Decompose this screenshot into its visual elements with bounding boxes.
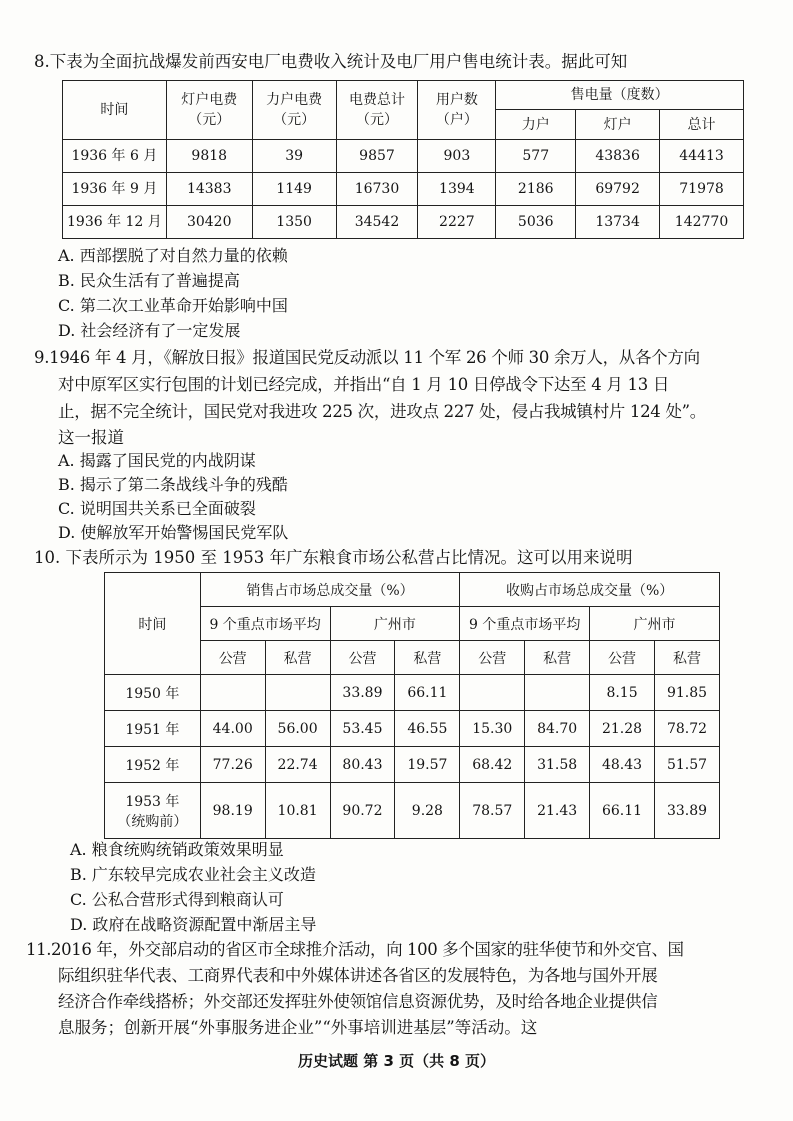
- q9-stem-line-4: 这一报道: [58, 428, 124, 447]
- q8-option-c: C. 第二次工业革命开始影响中国: [58, 296, 288, 315]
- table-cell: 66.11: [395, 675, 460, 711]
- table-cell: 44.00: [200, 711, 265, 747]
- q10-header-purchase: 收购占市场总成交量（%）: [460, 573, 720, 607]
- q10-header-public: 公营: [200, 641, 265, 675]
- table-cell: 2186: [496, 173, 576, 206]
- q10-option-d: D. 政府在战略资源配置中渐居主导: [70, 915, 317, 934]
- q10-header-sales: 销售占市场总成交量（%）: [200, 573, 460, 607]
- q10-header-private: 私营: [265, 641, 330, 675]
- table-cell: 31.58: [525, 747, 590, 783]
- table-cell: 1952 年: [105, 747, 201, 783]
- q9-option-b: B. 揭示了第二条战线斗争的残酷: [58, 475, 288, 494]
- q8-option-b: B. 民众生活有了普遍提高: [58, 271, 240, 290]
- q10-header-private: 私营: [395, 641, 460, 675]
- table-cell: 577: [496, 140, 576, 173]
- table-cell: [460, 675, 525, 711]
- q10-option-a: A. 粮食统购统销政策效果明显: [70, 840, 284, 859]
- table-cell: 2227: [418, 206, 496, 239]
- table-row: [63, 206, 744, 239]
- table-cell: 80.43: [330, 747, 395, 783]
- table-cell: 9818: [166, 140, 252, 173]
- table-cell: 15.30: [460, 711, 525, 747]
- table-cell: [525, 675, 590, 711]
- table-cell: 1936 年 9 月: [63, 173, 167, 206]
- table-cell: 1936 年 12 月: [63, 206, 167, 239]
- table-cell: 1953 年 （统购前）: [105, 783, 201, 839]
- table-cell: 44413: [660, 140, 744, 173]
- q10-header-private: 私营: [525, 641, 590, 675]
- q8-header-sales: 售电量（度数）: [496, 81, 744, 110]
- q10-header-time: 时间: [105, 573, 201, 675]
- q8-header-sales-light: 灯户: [576, 110, 660, 140]
- q10-option-b: B. 广东较早完成农业社会主义改造: [70, 865, 316, 884]
- table-cell: 1951 年: [105, 711, 201, 747]
- table-cell: 13734: [576, 206, 660, 239]
- q11-stem-line-1: 11.2016 年，外交部启动的省区市全球推介活动，向 100 多个国家的驻华使节和外交官、国: [26, 940, 684, 959]
- q9-option-d: D. 使解放军开始警惕国民党军队: [58, 523, 289, 542]
- q8-header-sales-power: 力户: [496, 110, 576, 140]
- table-cell: 43836: [576, 140, 660, 173]
- q10-header-sales-nine: 9 个重点市场平均: [200, 607, 330, 641]
- table-cell: 46.55: [395, 711, 460, 747]
- q8-stem: 8.下表为全面抗战爆发前西安电厂电费收入统计及电厂用户售电统计表。据此可知: [34, 52, 628, 71]
- q10-header-public: 公营: [590, 641, 655, 675]
- table-cell: 69792: [576, 173, 660, 206]
- q10-header-sales-gz: 广州市: [330, 607, 460, 641]
- table-cell: 56.00: [265, 711, 330, 747]
- q8-option-d: D. 社会经济有了一定发展: [58, 321, 241, 340]
- table-cell: 91.85: [654, 675, 719, 711]
- table-cell: 14383: [166, 173, 252, 206]
- table-cell: 78.57: [460, 783, 525, 839]
- table-cell: 71978: [660, 173, 744, 206]
- q10-stem: 10. 下表所示为 1950 至 1953 年广东粮食市场公私营占比情况。这可以用来说明: [34, 548, 633, 567]
- q10-table: [104, 572, 720, 839]
- table-cell: 9857: [336, 140, 418, 173]
- table-cell: 21.43: [525, 783, 590, 839]
- table-cell: 1936 年 6 月: [63, 140, 167, 173]
- table-cell: 68.42: [460, 747, 525, 783]
- table-cell: 1149: [252, 173, 336, 206]
- q10-header-purchase-gz: 广州市: [590, 607, 720, 641]
- page-footer: 历史试题 第 3 页（共 8 页）: [298, 1052, 495, 1070]
- table-cell: 9.28: [395, 783, 460, 839]
- table-row: [105, 711, 720, 747]
- table-cell: 33.89: [330, 675, 395, 711]
- q9-option-c: C. 说明国共关系已全面破裂: [58, 499, 256, 518]
- q9-stem-line-2: 对中原军区实行包围的计划已经完成，并指出“自 1 月 10 日停战令下达至 4 月 13 日: [58, 375, 670, 394]
- q8-header-light-fee: 灯户电费 （元）: [166, 81, 252, 140]
- table-cell: 1950 年: [105, 675, 201, 711]
- table-cell: 22.74: [265, 747, 330, 783]
- table-cell: 903: [418, 140, 496, 173]
- table-cell: 90.72: [330, 783, 395, 839]
- table-cell: 33.89: [654, 783, 719, 839]
- table-cell: [265, 675, 330, 711]
- table-row: [63, 173, 744, 206]
- table-cell: 8.15: [590, 675, 655, 711]
- q11-stem-line-3: 经济合作牵线搭桥；外交部还发挥驻外使领馆信息资源优势，及时给各地企业提供信: [58, 992, 658, 1011]
- table-cell: 53.45: [330, 711, 395, 747]
- q10-header-private: 私营: [654, 641, 719, 675]
- q9-stem-line-1: 9.1946 年 4 月，《解放日报》报道国民党反动派以 11 个军 26 个师 30 余万人，从各个方向: [34, 348, 700, 367]
- q8-header-users: 用户数 （户）: [418, 81, 496, 140]
- table-row: [105, 747, 720, 783]
- q10-header-purchase-nine: 9 个重点市场平均: [460, 607, 590, 641]
- q11-stem-line-2: 际组织驻华代表、工商界代表和中外媒体讲述各省区的发展特色，为各地与国外开展: [58, 966, 658, 985]
- q8-header-total-fee: 电费总计 （元）: [336, 81, 418, 140]
- q8-header-sales-total: 总计: [660, 110, 744, 140]
- table-cell: 78.72: [654, 711, 719, 747]
- table-cell: 16730: [336, 173, 418, 206]
- table-cell: 77.26: [200, 747, 265, 783]
- table-cell: 142770: [660, 206, 744, 239]
- table-cell: 98.19: [200, 783, 265, 839]
- table-cell: 1350: [252, 206, 336, 239]
- q9-stem-line-3: 止，据不完全统计，国民党对我进攻 225 次，进攻点 227 处，侵占我城镇村片 124 处”。: [58, 402, 706, 421]
- table-row: [63, 140, 744, 173]
- q11-stem-line-4: 息服务；创新开展“外事服务进企业”“外事培训进基层”等活动。这: [58, 1018, 538, 1037]
- table-cell: 66.11: [590, 783, 655, 839]
- table-cell: 34542: [336, 206, 418, 239]
- q10-header-public: 公营: [330, 641, 395, 675]
- table-cell: 19.57: [395, 747, 460, 783]
- table-cell: 39: [252, 140, 336, 173]
- table-cell: [200, 675, 265, 711]
- table-cell: 1394: [418, 173, 496, 206]
- table-row: [105, 783, 720, 839]
- q8-header-power-fee: 力户电费 （元）: [252, 81, 336, 140]
- table-row: [105, 675, 720, 711]
- q8-header-time: 时间: [63, 81, 167, 140]
- table-cell: 84.70: [525, 711, 590, 747]
- q10-option-c: C. 公私合营形式得到粮商认可: [70, 890, 284, 909]
- table-cell: 48.43: [590, 747, 655, 783]
- q9-option-a: A. 揭露了国民党的内战阴谋: [58, 451, 256, 470]
- table-cell: 21.28: [590, 711, 655, 747]
- table-cell: 30420: [166, 206, 252, 239]
- q10-header-public: 公营: [460, 641, 525, 675]
- q8-option-a: A. 西部摆脱了对自然力量的依赖: [58, 246, 288, 265]
- q8-table: [62, 80, 744, 239]
- table-cell: 5036: [496, 206, 576, 239]
- table-cell: 10.81: [265, 783, 330, 839]
- table-cell: 51.57: [654, 747, 719, 783]
